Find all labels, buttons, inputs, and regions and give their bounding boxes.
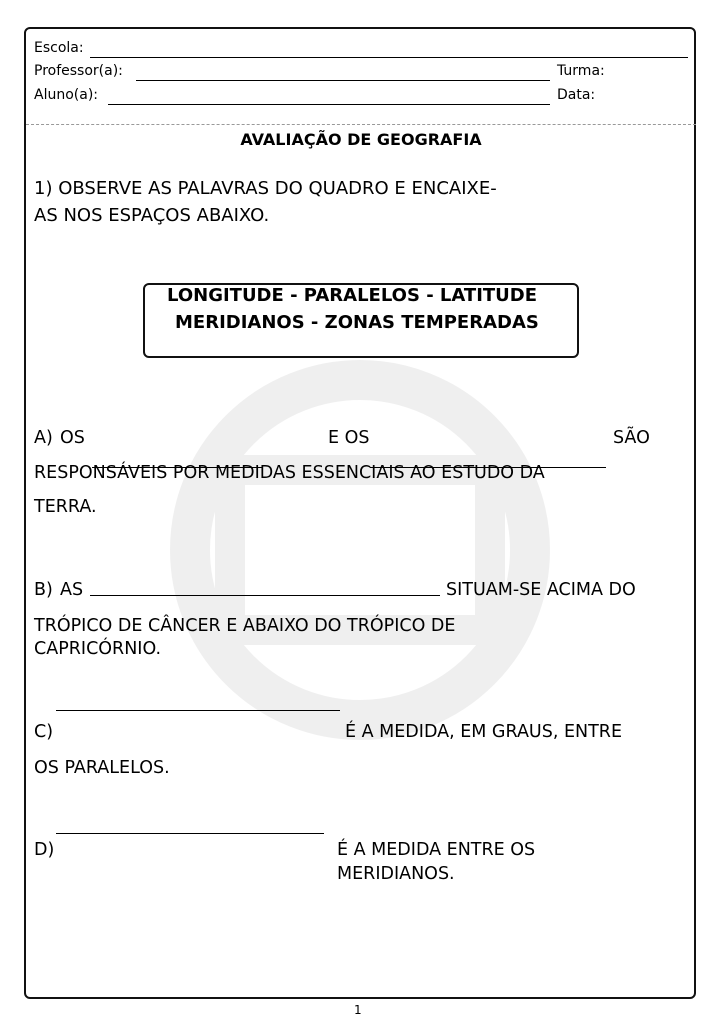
page-number: 1 (354, 1003, 362, 1017)
item-b-part-1: AS (60, 580, 84, 600)
student-label: Aluno(a): (34, 87, 98, 103)
date-label: Data: (557, 87, 596, 103)
item-d-line-2: MERIDIANOS. (337, 864, 455, 884)
page-title: AVALIAÇÃO DE GEOGRAFIA (240, 130, 482, 149)
question-1-line-2: AS NOS ESPAÇOS ABAIXO. (34, 205, 270, 226)
school-label: Escola: (34, 40, 84, 56)
student-field[interactable] (108, 104, 550, 105)
word-box-line-1: LONGITUDE - PARALELOS - LATITUDE (167, 285, 538, 306)
item-b-line-3: CAPRICÓRNIO. (34, 639, 162, 659)
class-label: Turma: (557, 63, 605, 79)
item-a-line-3: TERRA. (34, 497, 97, 517)
item-a-part-2: E OS (328, 428, 370, 448)
item-a-label: A) (34, 428, 53, 448)
item-b-line-2: TRÓPICO DE CÂNCER E ABAIXO DO TRÓPICO DE (34, 616, 456, 636)
item-d-blank[interactable] (56, 833, 324, 834)
item-d-part-1: É A MEDIDA ENTRE OS (337, 840, 536, 860)
item-c-part-1: É A MEDIDA, EM GRAUS, ENTRE (345, 722, 623, 742)
school-field[interactable] (90, 57, 688, 58)
item-a-line-2: RESPONSÁVEIS POR MEDIDAS ESSENCIAIS AO ESTUDO DA (34, 463, 545, 483)
header-divider (26, 124, 696, 125)
item-a-part-3: SÃO (613, 428, 650, 448)
item-d-label: D) (34, 840, 55, 860)
teacher-label: Professor(a): (34, 63, 123, 79)
item-c-label: C) (34, 722, 54, 742)
item-c-blank[interactable] (56, 710, 340, 711)
item-a-part-1: OS (60, 428, 85, 448)
word-box-line-2: MERIDIANOS - ZONAS TEMPERADAS (175, 312, 539, 333)
item-b-part-2: SITUAM-SE ACIMA DO (446, 580, 636, 600)
item-b-blank[interactable] (90, 595, 440, 596)
teacher-field[interactable] (136, 80, 550, 81)
question-1-line-1: 1) OBSERVE AS PALAVRAS DO QUADRO E ENCAIXE- (34, 178, 497, 199)
item-c-line-2: OS PARALELOS. (34, 758, 170, 778)
item-b-label: B) (34, 580, 53, 600)
